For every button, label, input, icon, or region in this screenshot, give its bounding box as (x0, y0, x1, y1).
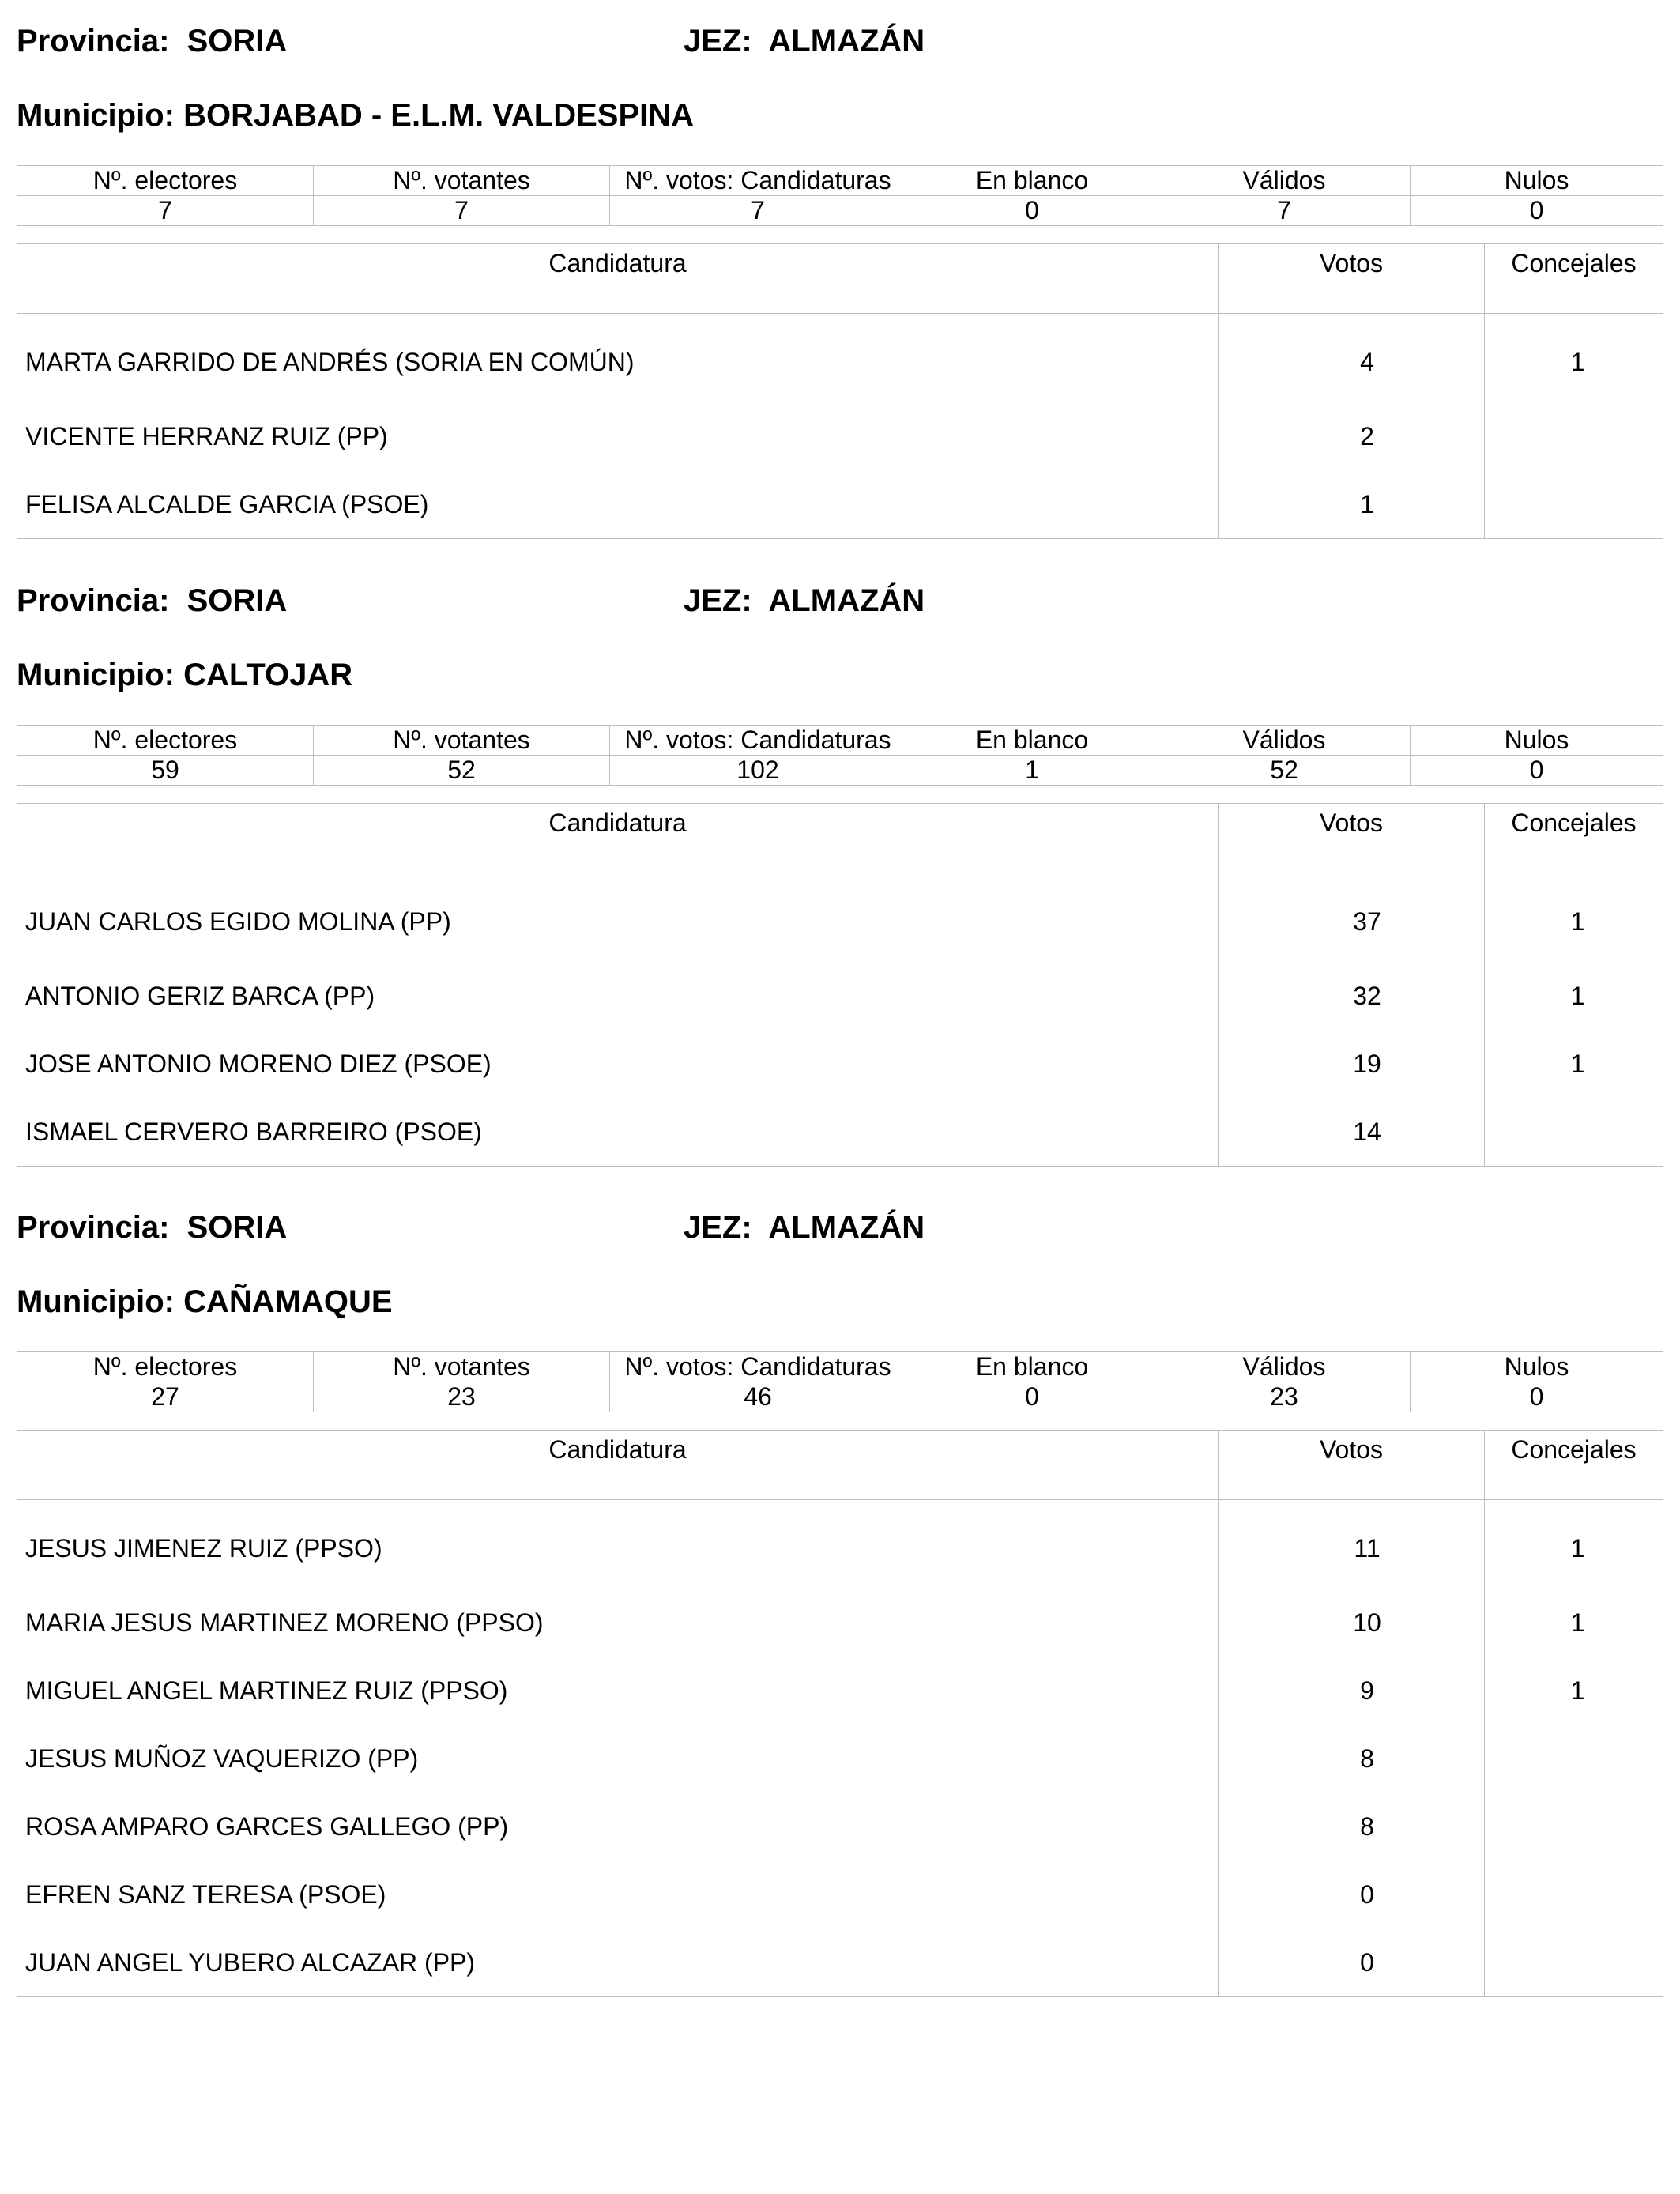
candidate-name: MARIA JESUS MARTINEZ MORENO (PPSO) (17, 1589, 1219, 1657)
stats-value-cell: 7 (610, 196, 906, 226)
table-row (17, 1030, 1663, 1098)
candidate-name: EFREN SANZ TERESA (PSOE) (17, 1860, 1219, 1928)
candidate-name: JESUS JIMENEZ RUIZ (PPSO) (17, 1500, 1219, 1589)
jez-label: JEZ: ALMAZÁN (684, 24, 925, 58)
stats-header-row (17, 726, 1663, 756)
candidates-header-row (17, 1431, 1663, 1500)
table-row (17, 1098, 1663, 1167)
stats-value-cell: 59 (17, 756, 314, 786)
stats-value-cell: 23 (314, 1382, 610, 1412)
provincia-label: Provincia: SORIA (17, 24, 288, 58)
provincia-label: Provincia: SORIA (17, 1210, 288, 1245)
candidatura-header: Candidatura (17, 1431, 1219, 1500)
table-row (17, 1928, 1663, 1997)
stats-value-cell: 7 (1158, 196, 1411, 226)
stats-value-cell: 46 (610, 1382, 906, 1412)
stats-header-cell: Nº. electores (17, 726, 314, 756)
stats-header-row (17, 1352, 1663, 1382)
stats-value-cell: 0 (1411, 196, 1663, 226)
candidate-votes: 11 (1219, 1500, 1485, 1589)
stats-header-cell: Nulos (1411, 1352, 1663, 1382)
stats-value-cell: 0 (1411, 1382, 1663, 1412)
candidate-concejales (1485, 402, 1663, 470)
provincia-label: Provincia: SORIA (17, 583, 288, 618)
candidate-votes: 0 (1219, 1928, 1485, 1997)
candidate-name: JOSE ANTONIO MORENO DIEZ (PSOE) (17, 1030, 1219, 1098)
stats-header-cell: Nº. electores (17, 1352, 314, 1382)
stats-value-cell: 0 (906, 196, 1158, 226)
candidatura-header: Candidatura (17, 244, 1219, 314)
stats-value-cell: 0 (1411, 756, 1663, 786)
stats-header-cell: Válidos (1158, 166, 1411, 196)
candidate-name: ANTONIO GERIZ BARCA (PP) (17, 962, 1219, 1030)
candidate-concejales: 1 (1485, 873, 1663, 963)
stats-table (17, 1351, 1663, 1412)
stats-header-cell: En blanco (906, 1352, 1158, 1382)
jez-label: JEZ: ALMAZÁN (684, 583, 925, 618)
candidate-name: JUAN CARLOS EGIDO MOLINA (PP) (17, 873, 1219, 963)
candidate-concejales (1485, 1928, 1663, 1997)
stats-value-cell: 0 (906, 1382, 1158, 1412)
section-header (17, 1210, 1663, 1251)
stats-value-cell: 52 (314, 756, 610, 786)
votos-header: Votos (1219, 1431, 1485, 1500)
stats-header-cell: Nº. votantes (314, 166, 610, 196)
candidate-concejales: 1 (1485, 1589, 1663, 1657)
stats-header-cell: Nº. votantes (314, 1352, 610, 1382)
candidate-name: ISMAEL CERVERO BARREIRO (PSOE) (17, 1098, 1219, 1167)
table-row (17, 873, 1663, 963)
table-row (17, 1725, 1663, 1793)
concejales-header: Concejales (1485, 1431, 1663, 1500)
concejales-header: Concejales (1485, 244, 1663, 314)
candidate-name: FELISA ALCALDE GARCIA (PSOE) (17, 470, 1219, 539)
table-row (17, 1860, 1663, 1928)
candidate-votes: 4 (1219, 314, 1485, 403)
candidate-votes: 32 (1219, 962, 1485, 1030)
stats-value-cell: 27 (17, 1382, 314, 1412)
candidate-votes: 14 (1219, 1098, 1485, 1167)
stats-header-cell: Nº. electores (17, 166, 314, 196)
table-row (17, 1589, 1663, 1657)
municipio-title: Municipio: CAÑAMAQUE (17, 1284, 393, 1319)
municipio-title: Municipio: BORJABAD - E.L.M. VALDESPINA (17, 98, 695, 133)
stats-header-cell: Nº. votantes (314, 726, 610, 756)
stats-header-cell: Válidos (1158, 726, 1411, 756)
stats-value-cell: 52 (1158, 756, 1411, 786)
municipio-title: Municipio: CALTOJAR (17, 658, 353, 692)
candidate-concejales (1485, 1098, 1663, 1167)
candidate-name: MARTA GARRIDO DE ANDRÉS (SORIA EN COMÚN) (17, 314, 1219, 403)
stats-header-cell: Nulos (1411, 726, 1663, 756)
candidate-name: MIGUEL ANGEL MARTINEZ RUIZ (PPSO) (17, 1657, 1219, 1725)
stats-value-row (17, 196, 1663, 226)
candidate-votes: 37 (1219, 873, 1485, 963)
candidate-votes: 0 (1219, 1860, 1485, 1928)
stats-value-cell: 23 (1158, 1382, 1411, 1412)
candidatura-header: Candidatura (17, 804, 1219, 873)
jez-label: JEZ: ALMAZÁN (684, 1210, 925, 1245)
candidate-name: JUAN ANGEL YUBERO ALCAZAR (PP) (17, 1928, 1219, 1997)
section-header (17, 24, 1663, 65)
table-row (17, 470, 1663, 539)
candidates-table (17, 803, 1663, 1167)
stats-value-cell: 1 (906, 756, 1158, 786)
table-row (17, 1500, 1663, 1589)
table-row (17, 1793, 1663, 1860)
stats-header-cell: En blanco (906, 726, 1158, 756)
votos-header: Votos (1219, 804, 1485, 873)
stats-value-cell: 7 (314, 196, 610, 226)
candidate-votes: 2 (1219, 402, 1485, 470)
stats-header-row (17, 166, 1663, 196)
candidates-table (17, 243, 1663, 539)
table-row (17, 962, 1663, 1030)
stats-value-row (17, 756, 1663, 786)
votos-header: Votos (1219, 244, 1485, 314)
stats-value-cell: 102 (610, 756, 906, 786)
candidates-header-row (17, 804, 1663, 873)
candidate-concejales (1485, 470, 1663, 539)
concejales-header: Concejales (1485, 804, 1663, 873)
stats-value-cell: 7 (17, 196, 314, 226)
candidate-votes: 19 (1219, 1030, 1485, 1098)
stats-table (17, 165, 1663, 226)
candidate-concejales: 1 (1485, 314, 1663, 403)
table-row (17, 402, 1663, 470)
stats-header-cell: Nº. votos: Candidaturas (610, 726, 906, 756)
stats-header-cell: Válidos (1158, 1352, 1411, 1382)
candidate-concejales: 1 (1485, 1030, 1663, 1098)
candidate-name: ROSA AMPARO GARCES GALLEGO (PP) (17, 1793, 1219, 1860)
candidate-concejales: 1 (1485, 962, 1663, 1030)
candidate-name: VICENTE HERRANZ RUIZ (PP) (17, 402, 1219, 470)
candidate-concejales (1485, 1725, 1663, 1793)
candidate-concejales: 1 (1485, 1500, 1663, 1589)
table-row (17, 1657, 1663, 1725)
candidate-votes: 9 (1219, 1657, 1485, 1725)
stats-value-row (17, 1382, 1663, 1412)
candidate-votes: 8 (1219, 1793, 1485, 1860)
candidate-concejales: 1 (1485, 1657, 1663, 1725)
stats-header-cell: Nulos (1411, 166, 1663, 196)
candidate-concejales (1485, 1793, 1663, 1860)
candidates-table (17, 1430, 1663, 1997)
stats-header-cell: Nº. votos: Candidaturas (610, 1352, 906, 1382)
candidate-votes: 8 (1219, 1725, 1485, 1793)
candidate-votes: 1 (1219, 470, 1485, 539)
section-header (17, 583, 1663, 624)
stats-header-cell: En blanco (906, 166, 1158, 196)
stats-table (17, 725, 1663, 786)
candidate-concejales (1485, 1860, 1663, 1928)
table-row (17, 314, 1663, 403)
candidates-header-row (17, 244, 1663, 314)
stats-header-cell: Nº. votos: Candidaturas (610, 166, 906, 196)
candidate-name: JESUS MUÑOZ VAQUERIZO (PP) (17, 1725, 1219, 1793)
candidate-votes: 10 (1219, 1589, 1485, 1657)
